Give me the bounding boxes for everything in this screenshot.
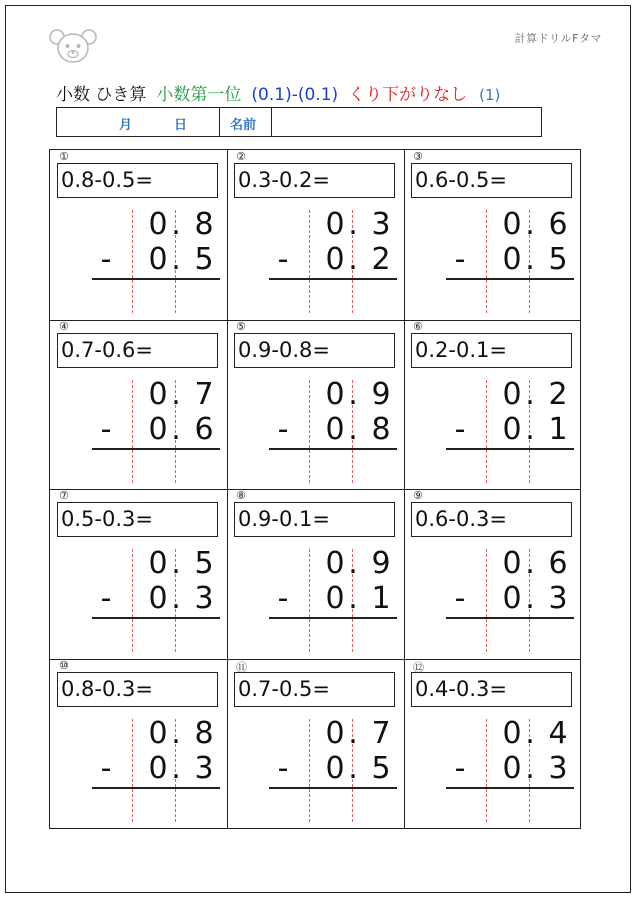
answer-line	[446, 617, 574, 619]
month-label: 月	[119, 118, 133, 133]
subtrahend-tenths-digit: 2	[371, 242, 391, 277]
minuend-decimal-point: .	[171, 546, 181, 581]
subtrahend-tenths-digit: 1	[548, 412, 568, 447]
answer-field[interactable]	[486, 282, 574, 314]
problem-cell	[50, 659, 227, 829]
answer-field[interactable]	[486, 791, 574, 823]
minuend-tenths-digit: 8	[194, 207, 214, 242]
answer-field[interactable]	[486, 452, 574, 484]
subtrahend-ones-digit: 0	[325, 412, 345, 447]
minuend-decimal-point: .	[348, 716, 358, 751]
problem-number: ③	[413, 150, 423, 163]
problem-number: ①	[59, 150, 69, 163]
minuend-ones-digit: 0	[325, 207, 345, 242]
subtrahend-tenths-digit: 3	[194, 751, 214, 786]
problem-expression[interactable]: 0.4-0.3=	[411, 672, 572, 707]
subtrahend-decimal-point: .	[348, 751, 358, 786]
subtrahend-tenths-digit: 3	[548, 581, 568, 616]
subtrahend-decimal-point: .	[348, 412, 358, 447]
title-topic: 小数第一位	[156, 85, 242, 105]
brand-name: 計算ドリルFタマ	[514, 32, 602, 45]
subtrahend-tenths-digit: 3	[194, 581, 214, 616]
minus-sign: -	[100, 751, 112, 786]
problem-expression[interactable]: 0.8-0.5=	[57, 163, 218, 198]
minuend-ones-digit: 0	[325, 377, 345, 412]
subtrahend-decimal-point: .	[348, 581, 358, 616]
problem-expression[interactable]: 0.2-0.1=	[411, 333, 572, 368]
minuend-ones-digit: 0	[502, 377, 522, 412]
problem-number: ⑫	[413, 661, 424, 674]
subtrahend-decimal-point: .	[525, 242, 535, 277]
minuend-tenths-digit: 7	[194, 377, 214, 412]
answer-line	[92, 448, 220, 450]
subtrahend-ones-digit: 0	[325, 242, 345, 277]
problem-expression[interactable]: 0.6-0.3=	[411, 502, 572, 537]
answer-line	[92, 787, 220, 789]
answer-field[interactable]	[132, 282, 220, 314]
subtrahend-decimal-point: .	[525, 412, 535, 447]
minus-sign: -	[100, 581, 112, 616]
problem-number: ⑥	[413, 320, 423, 333]
subtrahend-tenths-digit: 5	[548, 242, 568, 277]
problem-expression[interactable]: 0.8-0.3=	[57, 672, 218, 707]
subtrahend-tenths-digit: 5	[194, 242, 214, 277]
minuend-decimal-point: .	[171, 207, 181, 242]
problem-cell	[50, 320, 227, 490]
answer-line	[92, 617, 220, 619]
subtrahend-decimal-point: .	[171, 412, 181, 447]
problem-number: ⑤	[236, 320, 246, 333]
minuend-decimal-point: .	[348, 377, 358, 412]
title-condition: くり下がりなし	[348, 85, 468, 105]
minuend-decimal-point: .	[348, 546, 358, 581]
minuend-tenths-digit: 6	[548, 207, 568, 242]
answer-line	[269, 278, 397, 280]
day-label: 日	[174, 118, 188, 133]
answer-field[interactable]	[309, 791, 397, 823]
subtrahend-decimal-point: .	[171, 242, 181, 277]
name-label: 名前	[230, 118, 257, 133]
problem-cell	[404, 489, 581, 659]
minus-sign: -	[277, 412, 289, 447]
problem-expression[interactable]: 0.6-0.5=	[411, 163, 572, 198]
bear-face-icon	[48, 28, 98, 64]
minuend-tenths-digit: 9	[371, 377, 391, 412]
problem-number: ⑧	[236, 489, 246, 502]
minuend-decimal-point: .	[525, 716, 535, 751]
problem-cell	[227, 150, 404, 320]
minuend-tenths-digit: 3	[371, 207, 391, 242]
answer-line	[269, 448, 397, 450]
minuend-tenths-digit: 6	[548, 546, 568, 581]
minus-sign: -	[100, 412, 112, 447]
problem-cell	[227, 320, 404, 490]
minuend-tenths-digit: 2	[548, 377, 568, 412]
answer-line	[446, 278, 574, 280]
problem-expression[interactable]: 0.9-0.8=	[234, 333, 395, 368]
title-main: 小数 ひき算	[56, 85, 147, 105]
minus-sign: -	[454, 242, 466, 277]
minuend-ones-digit: 0	[325, 546, 345, 581]
minuend-ones-digit: 0	[148, 546, 168, 581]
subtrahend-ones-digit: 0	[502, 412, 522, 447]
answer-field[interactable]	[309, 621, 397, 653]
problem-cell	[50, 150, 227, 320]
problem-number: ②	[236, 150, 246, 163]
minus-sign: -	[454, 751, 466, 786]
minuend-ones-digit: 0	[148, 377, 168, 412]
subtrahend-ones-digit: 0	[148, 581, 168, 616]
problem-number: ④	[59, 320, 69, 333]
problem-cell	[227, 489, 404, 659]
problem-number: ⑪	[236, 661, 247, 674]
problem-expression[interactable]: 0.3-0.2=	[234, 163, 395, 198]
answer-field[interactable]	[132, 452, 220, 484]
subtrahend-ones-digit: 0	[325, 751, 345, 786]
name-label-cell	[220, 108, 272, 136]
problem-number: ⑩	[59, 659, 69, 672]
minuend-decimal-point: .	[171, 377, 181, 412]
title-pattern: (0.1)-(0.1)	[251, 85, 339, 105]
subtrahend-ones-digit: 0	[502, 581, 522, 616]
minuend-tenths-digit: 8	[194, 716, 214, 751]
problem-expression[interactable]: 0.5-0.3=	[57, 502, 218, 537]
problem-expression[interactable]: 0.7-0.5=	[234, 672, 395, 707]
problem-cell	[404, 150, 581, 320]
minuend-decimal-point: .	[525, 546, 535, 581]
subtrahend-decimal-point: .	[525, 581, 535, 616]
minus-sign: -	[454, 412, 466, 447]
subtrahend-ones-digit: 0	[148, 412, 168, 447]
subtrahend-ones-digit: 0	[325, 581, 345, 616]
minus-sign: -	[100, 242, 112, 277]
minuend-ones-digit: 0	[502, 716, 522, 751]
answer-line	[446, 787, 574, 789]
answer-line	[269, 787, 397, 789]
minuend-tenths-digit: 7	[371, 716, 391, 751]
minus-sign: -	[277, 581, 289, 616]
answer-line	[269, 617, 397, 619]
subtrahend-ones-digit: 0	[502, 751, 522, 786]
answer-line	[446, 448, 574, 450]
minuend-tenths-digit: 5	[194, 546, 214, 581]
minus-sign: -	[277, 242, 289, 277]
subtrahend-decimal-point: .	[171, 581, 181, 616]
minuend-tenths-digit: 9	[371, 546, 391, 581]
problem-cell	[404, 320, 581, 490]
worksheet-title	[56, 84, 500, 106]
minuend-ones-digit: 0	[502, 546, 522, 581]
minus-sign: -	[277, 751, 289, 786]
minuend-ones-digit: 0	[325, 716, 345, 751]
problem-number: ⑦	[59, 489, 69, 502]
name-date-box	[56, 107, 542, 137]
answer-field[interactable]	[309, 452, 397, 484]
problem-cell	[404, 659, 581, 829]
problem-cell	[50, 489, 227, 659]
title-sheet-number: (1)	[479, 86, 501, 104]
minuend-decimal-point: .	[525, 377, 535, 412]
name-field[interactable]	[273, 108, 541, 136]
minuend-decimal-point: .	[171, 716, 181, 751]
minuend-ones-digit: 0	[148, 207, 168, 242]
minuend-decimal-point: .	[525, 207, 535, 242]
answer-field[interactable]	[309, 282, 397, 314]
subtrahend-decimal-point: .	[525, 751, 535, 786]
problem-expression[interactable]: 0.9-0.1=	[234, 502, 395, 537]
minuend-ones-digit: 0	[502, 207, 522, 242]
subtrahend-ones-digit: 0	[502, 242, 522, 277]
subtrahend-decimal-point: .	[171, 751, 181, 786]
problem-number: ⑨	[413, 489, 423, 502]
answer-field[interactable]	[486, 621, 574, 653]
problem-expression[interactable]: 0.7-0.6=	[57, 333, 218, 368]
subtrahend-ones-digit: 0	[148, 751, 168, 786]
subtrahend-tenths-digit: 1	[371, 581, 391, 616]
minuend-ones-digit: 0	[148, 716, 168, 751]
subtrahend-ones-digit: 0	[148, 242, 168, 277]
subtrahend-tenths-digit: 3	[548, 751, 568, 786]
subtrahend-tenths-digit: 5	[371, 751, 391, 786]
minus-sign: -	[454, 581, 466, 616]
subtrahend-decimal-point: .	[348, 242, 358, 277]
answer-field[interactable]	[132, 791, 220, 823]
subtrahend-tenths-digit: 6	[194, 412, 214, 447]
minuend-decimal-point: .	[348, 207, 358, 242]
subtrahend-tenths-digit: 8	[371, 412, 391, 447]
minuend-tenths-digit: 4	[548, 716, 568, 751]
answer-line	[92, 278, 220, 280]
problem-cell	[227, 659, 404, 829]
answer-field[interactable]	[132, 621, 220, 653]
date-field[interactable]	[57, 108, 220, 136]
